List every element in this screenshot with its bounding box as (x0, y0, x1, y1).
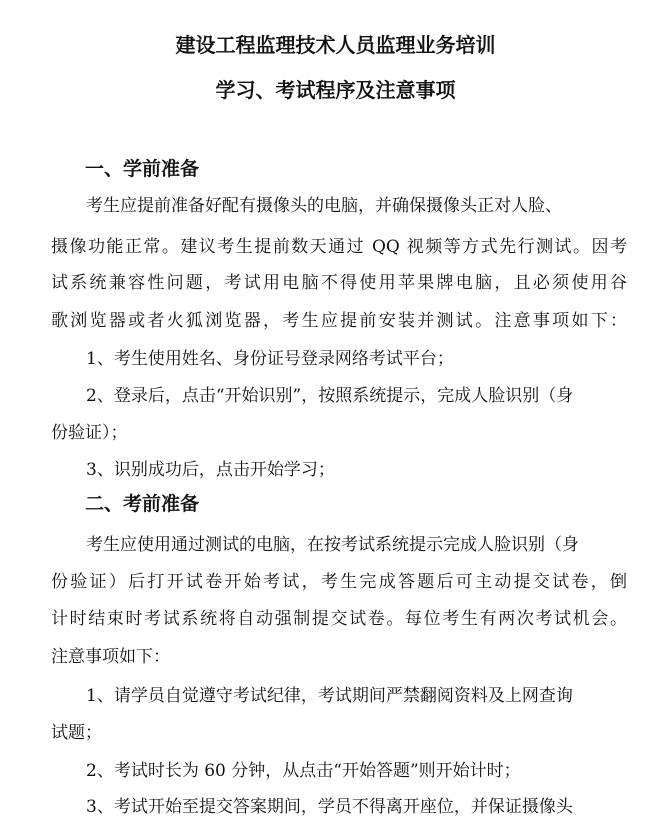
list-item-continuation: 试题； (51, 723, 102, 743)
list-item: 1、请学员自觉遵守考试纪律，考试期间严禁翻阅资料及上网查询 (86, 686, 573, 706)
list-item: 2、考试时长为 60 分钟，从点击“开始答题”则开始计时； (86, 761, 521, 781)
list-item: 3、识别成功后，点击开始学习； (86, 460, 335, 480)
paragraph-line: 试系统兼容性问题，考试用电脑不得使用苹果牌电脑，且必须使用谷 (51, 273, 627, 293)
paragraph-line: 考生应提前准备好配有摄像头的电脑，并确保摄像头正对人脸、 (86, 196, 562, 216)
document-subtitle: 学习、考试程序及注意事项 (215, 78, 456, 102)
document-title: 建设工程监理技术人员监理业务培训 (175, 33, 496, 57)
paragraph-line: 摄像功能正常。建议考生提前数天通过 QQ 视频等方式先行测试。因考 (51, 237, 627, 257)
list-item: 2、登录后，点击“开始识别”，按照系统提示，完成人脸识别（身 (86, 386, 574, 406)
list-item: 1、考生使用姓名、身份证号登录网络考试平台； (86, 349, 454, 369)
paragraph-line: 歌浏览器或者火狐浏览器，考生应提前安装并测试。注意事项如下： (51, 311, 627, 331)
paragraph-line: 注意事项如下： (51, 647, 170, 667)
list-item-continuation: 份验证）； (51, 423, 128, 443)
section-heading-pre-study: 一、学前准备 (85, 158, 200, 180)
paragraph-line: 考生应使用通过测试的电脑，在按考试系统提示完成人脸识别（身 (86, 535, 579, 555)
paragraph-line: 计时结束时考试系统将自动强制提交试卷。每位考生有两次考试机会。 (51, 609, 627, 629)
paragraph-line: 份验证）后打开试卷开始考试，考生完成答题后可主动提交试卷，倒 (51, 572, 627, 592)
list-item: 3、考试开始至提交答案期间，学员不得离开座位，并保证摄像头 (86, 797, 573, 817)
section-heading-pre-exam: 二、考前准备 (85, 493, 200, 515)
